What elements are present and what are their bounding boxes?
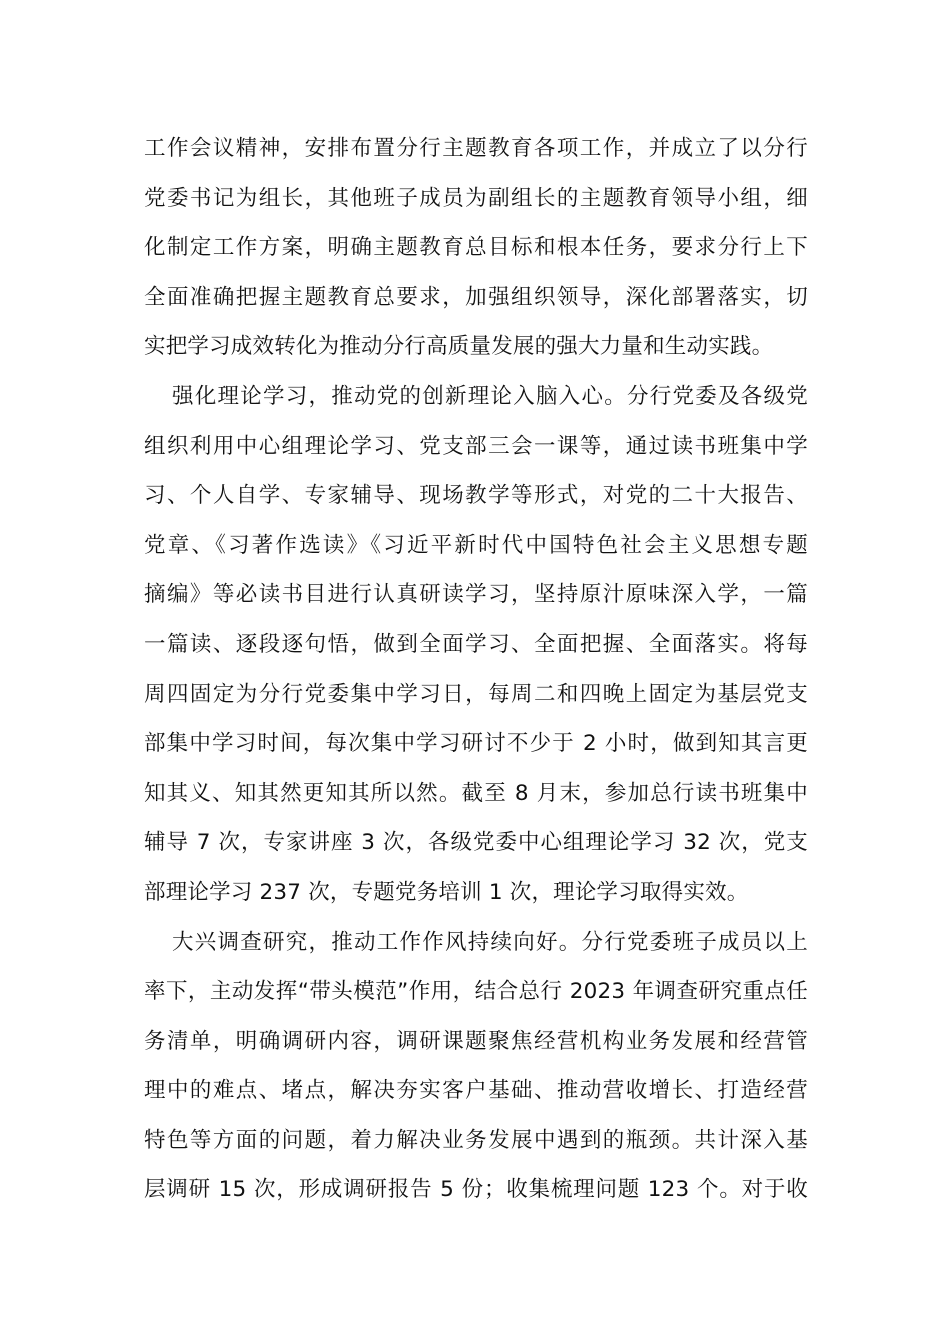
text-line: 周四固定为分行党委集中学习日，每周二和四晚上固定为基层党支 (144, 681, 808, 707)
text-line: 率下，主动发挥“带头模范”作用，结合总行 2023 年调查研究重点任 (144, 979, 808, 1005)
text-line: 习、个人自学、专家辅导、现场教学等形式，对党的二十大报告、 (144, 483, 808, 509)
text-line: 组织利用中心组理论学习、党支部三会一课等，通过读书班集中学 (144, 433, 808, 459)
text-line: 党章、《习著作选读》《习近平新时代中国特色社会主义思想专题 (144, 532, 808, 558)
paragraph-heading-line: 强化理论学习，推动党的创新理论入脑入心。分行党委及各级党 (172, 383, 808, 409)
text-line: 知其义、知其然更知其所以然。截至 8 月末，参加总行读书班集中 (144, 780, 808, 806)
paragraph-heading-line: 大兴调查研究，推动工作作风持续向好。分行党委班子成员以上 (172, 929, 808, 955)
text-line: 工作会议精神，安排布置分行主题教育各项工作，并成立了以分行 (144, 136, 808, 161)
text-line: 部理论学习 237 次，专题党务培训 1 次，理论学习取得实效。 (144, 879, 749, 905)
text-line: 党委书记为组长，其他班子成员为副组长的主题教育领导小组，细 (144, 185, 808, 211)
text-line: 部集中学习时间，每次集中学习研讨不少于 2 小时，做到知其言更 (144, 731, 808, 757)
document-body (144, 124, 808, 1215)
text-line: 化制定工作方案，明确主题教育总目标和根本任务，要求分行上下 (144, 235, 808, 261)
text-line: 一篇读、逐段逐句悟，做到全面学习、全面把握、全面落实。将每 (144, 631, 808, 657)
text-line: 实把学习成效转化为推动分行高质量发展的强大力量和生动实践。 (144, 334, 774, 360)
text-line: 特色等方面的问题，着力解决业务发展中遇到的瓶颈。共计深入基 (144, 1127, 808, 1153)
text-line: 全面准确把握主题教育总要求，加强组织领导，深化部署落实，切 (144, 284, 808, 310)
text-line: 辅导 7 次，专家讲座 3 次，各级党委中心组理论学习 32 次，党支 (144, 830, 808, 856)
text-line: 务清单，明确调研内容，调研课题聚焦经营机构业务发展和经营管 (144, 1028, 808, 1054)
text-line: 层调研 15 次，形成调研报告 5 份；收集梳理问题 123 个。对于收 (144, 1177, 808, 1203)
text-line: 理中的难点、堵点，解决夯实客户基础、推动营收增长、打造经营 (144, 1078, 808, 1104)
text-line: 摘编》等必读书目进行认真研读学习，坚持原汁原味深入学，一篇 (144, 582, 808, 608)
